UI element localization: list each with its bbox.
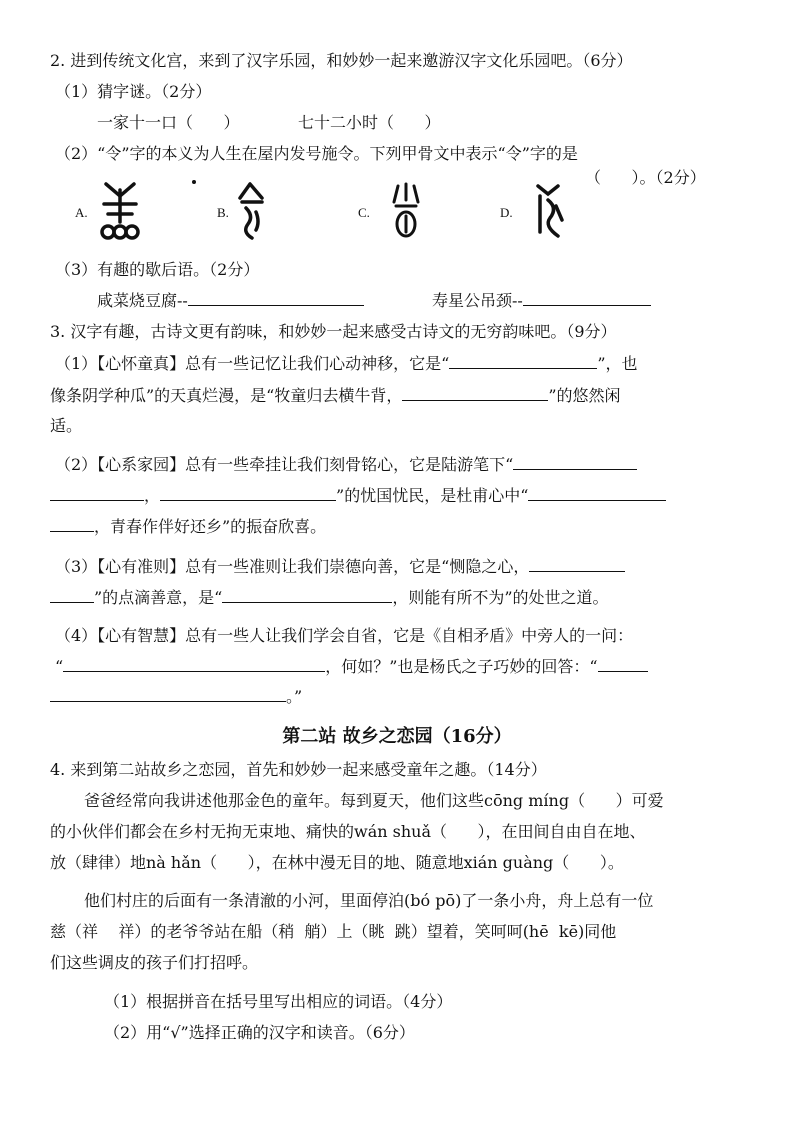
answer-blank[interactable]	[449, 354, 597, 369]
answer-blank[interactable]	[160, 486, 336, 501]
answer-blank[interactable]	[222, 588, 392, 603]
oracle-glyph-d-icon	[528, 180, 568, 244]
answer-blank[interactable]	[50, 486, 144, 501]
task-2: （2）用“√”选择正确的汉字和读音。（6分）	[104, 1023, 415, 1042]
oracle-glyph-b-icon	[186, 172, 276, 244]
answer-blank[interactable]	[529, 557, 625, 572]
q3-s3-line2: ”的点滴善意，是“ ，则能有所不为”的处世之道。	[50, 588, 609, 608]
q3-s2-line3: ，青春作伴好还乡”的振奋欣喜。	[50, 517, 326, 537]
q2-part2-answer: （ ）。（2分）	[585, 168, 706, 187]
answer-blank[interactable]	[63, 657, 325, 672]
q3-s2-line1: （2）【心系家园】总有一些牵挂让我们刻骨铭心，它是陆游笔下“	[55, 455, 637, 475]
answer-blank[interactable]	[50, 517, 94, 532]
option-b-label: B.	[217, 205, 229, 220]
answer-blank[interactable]	[50, 687, 286, 702]
q2-part2-text: （2）“令”字的本义为人生在屋内发号施令。下列甲骨文中表示“令”字的是	[55, 144, 578, 163]
q2-part3-label: （3）有趣的歇后语。（2分）	[55, 260, 260, 279]
q3-s4-line1: （4）【心有智慧】总有一些人让我们学会自省，它是《自相矛盾》中旁人的一问：	[55, 626, 634, 645]
answer-blank[interactable]	[188, 291, 364, 306]
answer-blank[interactable]	[523, 291, 651, 306]
q4-intro: 4. 来到第二站故乡之恋园，首先和妙妙一起来感受童年之趣。（14分）	[50, 760, 547, 779]
paragraph1-line1: 爸爸经常向我讲述他那金色的童年。每到夏天，他们这些cōng míng（ ）可爱	[84, 791, 664, 810]
paragraph1-line3: 放（肆律）地nà hǎn（ ），在林中漫无目的地、随意地xián guàng（ ）。	[50, 853, 624, 872]
answer-blank[interactable]	[513, 455, 637, 470]
answer-blank[interactable]	[528, 486, 666, 501]
q3-s1-line1: （1）【心怀童真】总有一些记忆让我们心动神移，它是“ ”，也	[55, 354, 638, 373]
riddle-2: 七十二小时（ ）	[298, 113, 441, 132]
oracle-glyph-c-icon	[386, 180, 426, 244]
paragraph2-line2: 慈（祥 祥）的老爷爷站在船（稍 艄）上（眺 跳）望着，笑呵呵(hē kē)同他	[50, 922, 617, 941]
paragraph2-line3: 们这些调皮的孩子们打招呼。	[50, 953, 259, 972]
section-title: 第二站 故乡之恋园（16分）	[282, 726, 512, 747]
option-a-label: A.	[75, 205, 88, 220]
q3-s1-line3: 适。	[50, 416, 83, 435]
answer-blank[interactable]	[598, 657, 648, 672]
option-d-label: D.	[500, 205, 513, 220]
paragraph1-line2: 的小伙伴们都会在乡村无拘无束地、痛快的wán shuǎ（ ），在田间自由自在地、	[50, 822, 646, 841]
answer-blank[interactable]	[402, 386, 548, 401]
q3-intro: 3. 汉字有趣，古诗文更有韵味，和妙妙一起来感受古诗文的无穷韵味吧。（9分）	[50, 322, 617, 341]
answer-blank[interactable]	[50, 588, 94, 603]
q3-s2-line2: ， ”的忧国忧民，是杜甫心中“	[50, 486, 666, 506]
q3-s3-line1: （3）【心有准则】总有一些准则让我们崇德向善，它是“恻隐之心，	[55, 557, 625, 577]
paragraph2-line1: 他们村庄的后面有一条清澈的小河，里面停泊(bó pō)了一条小舟，舟上总有一位	[84, 891, 654, 910]
q3-s4-line2: “ ，何如？”也是杨氏之子巧妙的回答：“	[55, 657, 648, 677]
task-1: （1）根据拼音在括号里写出相应的词语。（4分）	[104, 992, 453, 1011]
q2-part1-label: （1）猜字谜。（2分）	[55, 82, 212, 101]
option-c-label: C.	[358, 205, 370, 220]
q3-s1-line2: 像条阴学种瓜”的天真烂漫，是“牧童归去横牛背， ”的悠然闲	[50, 386, 621, 405]
q2-intro: 2. 进到传统文化宫，来到了汉字乐园，和妙妙一起来邀游汉字文化乐园吧。（6分）	[50, 51, 633, 70]
q3-s4-line3: 。”	[50, 687, 302, 707]
xiehouyu-1: 咸菜烧豆腐--	[97, 291, 364, 311]
riddle-1: 一家十一口（ ）	[97, 113, 240, 132]
xiehouyu-2: 寿星公吊颈--	[432, 291, 651, 311]
oracle-glyph-a-icon	[98, 180, 142, 244]
